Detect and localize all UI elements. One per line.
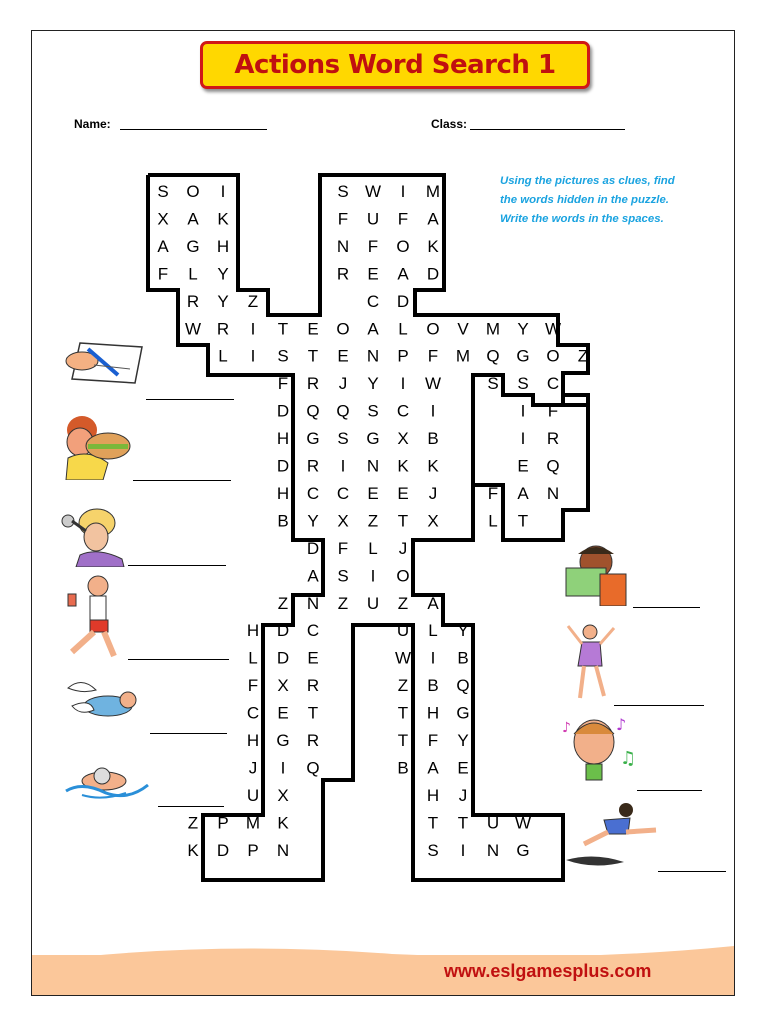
grid-letter[interactable]: J <box>248 758 258 778</box>
grid-letter[interactable]: Y <box>367 374 379 394</box>
grid-letter[interactable]: Q <box>456 676 470 696</box>
grid-letter[interactable]: D <box>216 840 230 860</box>
grid-letter[interactable]: A <box>427 593 439 613</box>
grid-letter[interactable]: X <box>427 511 439 531</box>
footer-wave <box>32 940 734 962</box>
grid-letter[interactable]: D <box>276 456 290 476</box>
grid-letter[interactable]: E <box>367 264 379 284</box>
grid-letter[interactable]: I <box>280 758 286 778</box>
grid-letter[interactable]: W <box>364 182 382 201</box>
grid-letter[interactable]: S <box>277 346 289 366</box>
grid-letter[interactable]: U <box>486 813 500 833</box>
grid-letter[interactable]: K <box>217 209 229 229</box>
grid-letter[interactable]: Z <box>397 593 409 613</box>
grid-letter[interactable]: I <box>220 182 226 201</box>
grid-letter[interactable]: S <box>337 182 349 201</box>
answer-blank-swim[interactable] <box>158 806 224 807</box>
grid-letter[interactable]: J <box>428 483 438 503</box>
grid-letter[interactable]: K <box>427 456 439 476</box>
instructions: Using the pictures as clues, find the words hidden in the puzzle. Write the words in the spaces. <box>500 175 675 225</box>
grid-letter[interactable]: A <box>367 319 379 339</box>
read-clip <box>560 540 630 606</box>
grid-letter[interactable]: P <box>247 840 259 860</box>
grid-letter[interactable]: T <box>397 703 409 723</box>
grid-letter[interactable]: X <box>337 511 349 531</box>
grid-letter[interactable]: W <box>184 319 202 339</box>
grid-letter[interactable]: F <box>427 731 439 750</box>
grid-letter[interactable]: E <box>457 758 469 778</box>
grid-letter[interactable]: Y <box>307 511 319 531</box>
grid-letter[interactable]: B <box>427 676 439 696</box>
grid-letter[interactable]: N <box>366 456 380 476</box>
grid-letter[interactable]: V <box>457 319 469 339</box>
grid-letter[interactable]: A <box>427 209 439 229</box>
grid-letter[interactable]: N <box>306 593 320 613</box>
grid-letter[interactable]: T <box>427 813 439 833</box>
grid-letter[interactable]: K <box>187 840 199 860</box>
grid-letter[interactable]: E <box>307 648 319 668</box>
grid-letter[interactable]: I <box>460 840 466 860</box>
grid-letter[interactable]: X <box>397 429 409 449</box>
grid-letter[interactable]: B <box>277 511 289 531</box>
grid-letter[interactable]: S <box>367 401 379 421</box>
grid-letter[interactable]: G <box>276 731 290 750</box>
svg-text:♫: ♫ <box>620 748 637 769</box>
grid-letter[interactable]: G <box>516 840 530 860</box>
grid-letter[interactable]: L <box>488 511 498 531</box>
grid-letter[interactable]: S <box>487 374 499 394</box>
grid-letter[interactable]: B <box>457 648 469 668</box>
grid-letter[interactable]: T <box>397 511 409 531</box>
grid-letter[interactable]: R <box>336 264 350 284</box>
grid-letter[interactable]: I <box>370 566 376 586</box>
grid-letter[interactable]: J <box>338 374 348 394</box>
grid-letter[interactable]: B <box>397 758 409 778</box>
grid-letter[interactable]: I <box>250 346 256 366</box>
grid-letter[interactable]: N <box>336 236 350 256</box>
grid-letter[interactable]: A <box>307 566 319 586</box>
grid-letter[interactable]: E <box>517 456 529 476</box>
grid-letter[interactable]: Q <box>546 456 560 476</box>
website-link[interactable]: www.eslgamesplus.com <box>444 961 652 981</box>
grid-letter[interactable]: B <box>427 429 439 449</box>
grid-letter[interactable]: W <box>514 813 532 833</box>
grid-letter[interactable]: F <box>547 401 559 421</box>
grid-letter[interactable]: F <box>157 264 169 284</box>
grid-letter[interactable]: Z <box>277 593 289 613</box>
svg-text:♪: ♪ <box>616 715 627 734</box>
swim-clip <box>62 765 152 803</box>
grid-letter[interactable]: R <box>546 429 560 449</box>
grid-letter[interactable]: F <box>277 374 289 394</box>
grid-letter[interactable]: D <box>426 264 440 284</box>
grid-letter[interactable]: L <box>428 621 438 641</box>
grid-letter[interactable]: G <box>456 703 470 723</box>
grid-letter[interactable]: Z <box>187 813 199 833</box>
grid-letter[interactable]: O <box>426 319 440 339</box>
grid-letter[interactable]: U <box>396 621 410 641</box>
grid-letter[interactable]: Q <box>306 401 320 421</box>
grid-letter[interactable]: T <box>517 511 529 531</box>
grid-letter[interactable]: W <box>544 319 562 339</box>
answer-blank-drink[interactable] <box>128 659 229 660</box>
grid-letter[interactable]: H <box>276 483 290 503</box>
grid-letter[interactable]: W <box>424 374 442 394</box>
grid-letter[interactable]: A <box>427 758 439 778</box>
grid-letter[interactable]: H <box>246 621 260 641</box>
grid-letter[interactable]: G <box>366 429 380 449</box>
grid-letter[interactable]: E <box>307 319 319 339</box>
grid-letter[interactable]: C <box>546 374 560 394</box>
grid-letter[interactable]: E <box>277 703 289 723</box>
answer-blank-listen[interactable] <box>128 565 226 566</box>
eat-clip <box>58 408 138 480</box>
drink-clip <box>60 572 130 662</box>
grid-letter[interactable]: F <box>487 483 499 503</box>
class-label: Class: <box>431 117 468 131</box>
grid-letter[interactable]: T <box>307 346 319 366</box>
answer-blank-jump[interactable] <box>658 871 726 872</box>
grid-letter[interactable]: J <box>458 785 468 805</box>
grid-letter[interactable]: I <box>430 648 436 668</box>
grid-letter[interactable]: T <box>457 813 469 833</box>
page-title: Actions Word Search 1 <box>234 50 556 80</box>
grid-letter[interactable]: I <box>430 401 436 421</box>
grid-letter[interactable]: A <box>397 264 409 284</box>
grid-letter[interactable]: H <box>216 236 230 256</box>
grid-letter[interactable]: H <box>276 429 290 449</box>
grid-letter[interactable]: N <box>366 346 380 366</box>
grid-letter[interactable]: A <box>517 483 529 503</box>
grid-letter[interactable]: L <box>188 264 198 284</box>
grid-letter[interactable]: R <box>186 291 200 311</box>
grid-letter[interactable]: S <box>427 840 439 860</box>
grid-letter[interactable]: Y <box>217 264 229 284</box>
grid-letter[interactable]: D <box>276 648 290 668</box>
grid-letter[interactable]: N <box>276 840 290 860</box>
grid-letter[interactable]: Z <box>337 593 349 613</box>
grid-letter[interactable]: A <box>187 209 199 229</box>
grid-letter[interactable]: Z <box>577 346 589 366</box>
grid-letter[interactable]: S <box>337 566 349 586</box>
grid-letter[interactable]: I <box>400 374 406 394</box>
grid-letter[interactable]: S <box>337 429 349 449</box>
fly-clip <box>62 676 140 726</box>
grid-letter[interactable]: L <box>218 346 228 366</box>
grid-letter[interactable]: O <box>336 319 350 339</box>
grid-letter[interactable]: Z <box>367 511 379 531</box>
answer-blank-write[interactable] <box>146 399 234 400</box>
grid-letter[interactable]: H <box>426 785 440 805</box>
grid-letter[interactable]: D <box>276 621 290 641</box>
grid-letter[interactable]: M <box>455 346 471 366</box>
grid-letter[interactable]: P <box>397 346 409 366</box>
grid-letter[interactable]: P <box>217 813 229 833</box>
grid-letter[interactable]: Q <box>336 401 350 421</box>
grid-letter[interactable]: C <box>366 291 380 311</box>
grid-letter[interactable]: O <box>396 236 410 256</box>
grid-letter[interactable]: T <box>397 731 409 750</box>
grid-letter[interactable]: X <box>277 676 289 696</box>
grid-letter[interactable]: I <box>520 429 526 449</box>
grid-letter[interactable]: I <box>520 401 526 421</box>
grid-letter[interactable]: A <box>157 236 169 256</box>
answer-blank-sing[interactable] <box>637 790 702 791</box>
grid-letter[interactable]: F <box>367 236 379 256</box>
grid-letter[interactable]: I <box>340 456 346 476</box>
grid-letter[interactable]: F <box>397 209 409 229</box>
grid-letter[interactable]: Z <box>247 291 259 311</box>
answer-blank-read[interactable] <box>633 607 700 608</box>
grid-letter[interactable]: G <box>306 429 320 449</box>
grid-letter[interactable]: D <box>396 291 410 311</box>
grid-letter[interactable]: Y <box>217 291 229 311</box>
grid-letter[interactable]: X <box>157 209 169 229</box>
grid-letter[interactable]: I <box>400 182 406 201</box>
grid-letter[interactable]: F <box>247 676 259 696</box>
grid-letter[interactable]: X <box>277 785 289 805</box>
grid-letter[interactable]: K <box>427 236 439 256</box>
grid-letter[interactable]: S <box>517 374 529 394</box>
grid-letter[interactable]: D <box>306 538 320 558</box>
grid-letter[interactable]: M <box>245 813 261 833</box>
grid-letter[interactable]: H <box>426 703 440 723</box>
grid-letter[interactable]: T <box>277 319 289 339</box>
grid-letter[interactable]: K <box>277 813 289 833</box>
grid-letter[interactable]: U <box>246 785 260 805</box>
jump-clip <box>564 800 664 870</box>
grid-letter[interactable]: M <box>425 182 441 201</box>
grid-letter[interactable]: H <box>246 731 260 750</box>
grid-letter[interactable]: E <box>337 346 349 366</box>
grid-letter[interactable]: D <box>276 401 290 421</box>
grid-letter[interactable]: N <box>546 483 560 503</box>
grid-letter[interactable]: R <box>306 676 320 696</box>
answer-blank-eat[interactable] <box>133 480 231 481</box>
write-clip <box>60 335 150 385</box>
grid-letter[interactable]: E <box>367 483 379 503</box>
grid-letter[interactable]: R <box>216 319 230 339</box>
grid-letter[interactable]: C <box>396 401 410 421</box>
grid-letter[interactable]: L <box>248 648 258 668</box>
sing-clip <box>560 712 640 784</box>
grid-letter[interactable]: K <box>397 456 409 476</box>
grid-letter[interactable]: O <box>396 566 410 586</box>
grid-letter[interactable]: U <box>366 209 380 229</box>
grid-letter[interactable]: Y <box>457 731 469 750</box>
grid-letter[interactable]: N <box>486 840 500 860</box>
name-label: Name: <box>74 117 111 131</box>
grid-letter[interactable]: G <box>516 346 530 366</box>
grid-letter[interactable]: C <box>246 703 260 723</box>
grid-letter[interactable]: L <box>398 319 408 339</box>
grid-letter[interactable]: T <box>307 703 319 723</box>
grid-letter[interactable]: Z <box>397 676 409 696</box>
grid-letter[interactable]: M <box>485 319 501 339</box>
grid-letter[interactable]: R <box>306 374 320 394</box>
grid-letter[interactable]: U <box>366 593 380 613</box>
grid-letter[interactable]: O <box>546 346 560 366</box>
grid-letter[interactable]: S <box>157 182 169 201</box>
grid-letter[interactable]: J <box>398 538 408 558</box>
grid-letter[interactable]: E <box>397 483 409 503</box>
grid-letter[interactable]: R <box>306 731 320 750</box>
grid-letter[interactable]: O <box>186 182 200 201</box>
grid-letter[interactable]: F <box>337 209 349 229</box>
grid-letter[interactable]: L <box>368 538 378 558</box>
grid-letter[interactable]: F <box>337 538 349 558</box>
dance-clip <box>560 620 620 702</box>
answer-blank-dance[interactable] <box>614 705 704 706</box>
listen-clip <box>52 503 132 567</box>
grid-letter[interactable]: W <box>394 648 412 668</box>
grid-letter[interactable]: Y <box>457 621 469 641</box>
grid-letter[interactable]: I <box>250 319 256 339</box>
grid-letter[interactable]: C <box>306 621 320 641</box>
grid-letter[interactable]: C <box>306 483 320 503</box>
grid-letter[interactable]: C <box>336 483 350 503</box>
svg-text:♪: ♪ <box>562 720 571 736</box>
grid-letter[interactable]: Q <box>486 346 500 366</box>
grid-letter[interactable]: R <box>306 456 320 476</box>
answer-blank-fly[interactable] <box>150 733 227 734</box>
grid-letter[interactable]: F <box>427 346 439 366</box>
grid-letter[interactable]: Q <box>306 758 320 778</box>
grid-letter[interactable]: Y <box>517 319 529 339</box>
grid-letter[interactable]: G <box>186 236 200 256</box>
